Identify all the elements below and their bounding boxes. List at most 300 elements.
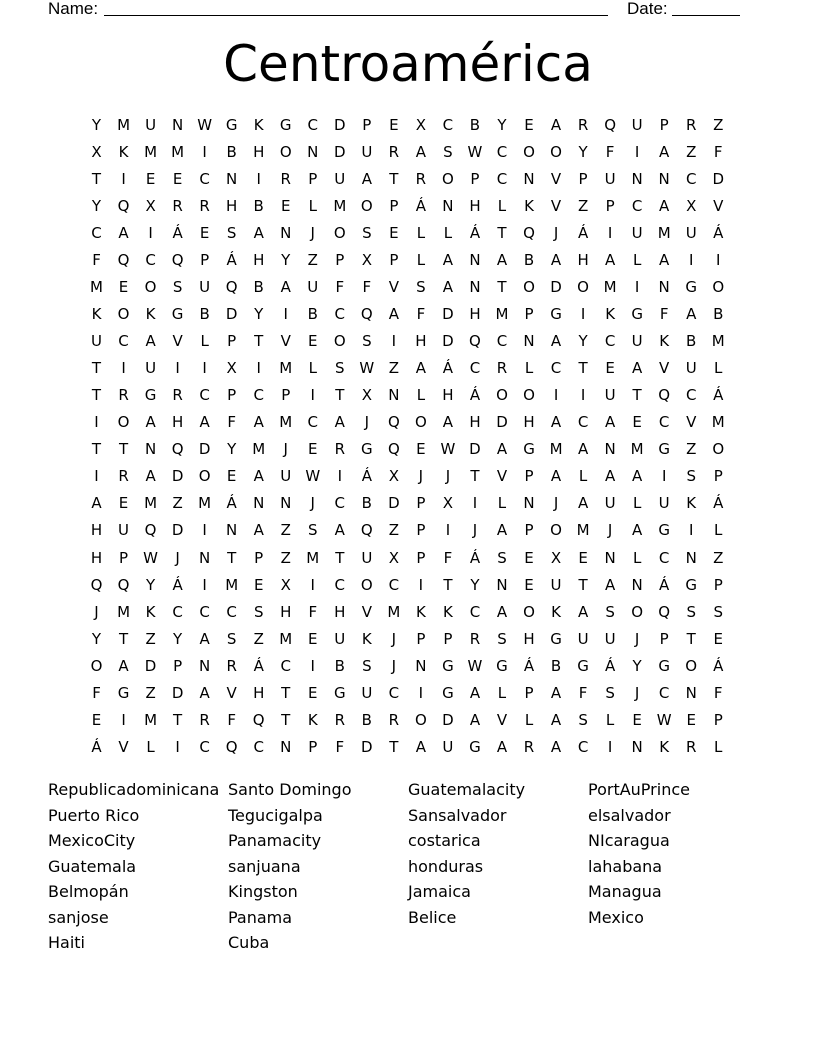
grid-letter[interactable]: A xyxy=(659,197,670,216)
grid-letter[interactable]: A xyxy=(253,521,264,540)
grid-letter[interactable]: J xyxy=(634,629,640,648)
grid-letter[interactable]: F xyxy=(713,683,723,702)
grid-letter[interactable]: H xyxy=(334,602,346,621)
grid-letter[interactable]: B xyxy=(523,251,535,270)
grid-letter[interactable]: T xyxy=(281,683,291,702)
grid-letter[interactable]: S xyxy=(416,278,426,297)
grid-letter[interactable]: E xyxy=(632,710,642,729)
grid-letter[interactable]: N xyxy=(280,737,292,756)
grid-letter[interactable]: P xyxy=(200,251,210,270)
grid-letter[interactable]: H xyxy=(469,197,481,216)
grid-letter[interactable]: A xyxy=(550,413,562,432)
grid-letter[interactable]: X xyxy=(415,116,427,134)
grid-letter[interactable]: R xyxy=(199,197,210,216)
grid-letter[interactable]: D xyxy=(171,521,184,540)
grid-letter[interactable]: U xyxy=(604,494,616,513)
grid-letter[interactable]: R xyxy=(388,143,400,162)
grid-letter[interactable]: N xyxy=(469,278,481,297)
grid-letter[interactable]: G xyxy=(631,305,643,324)
grid-letter[interactable]: N xyxy=(523,332,535,351)
grid-letter[interactable]: Y xyxy=(281,251,291,270)
grid-letter[interactable]: V xyxy=(550,197,562,216)
grid-letter[interactable]: O xyxy=(333,332,346,351)
grid-letter[interactable]: H xyxy=(90,548,103,567)
grid-letter[interactable]: P xyxy=(713,467,723,486)
grid-letter[interactable]: Á xyxy=(469,548,481,567)
grid-letter[interactable]: F xyxy=(443,548,453,567)
grid-letter[interactable]: J xyxy=(310,494,315,513)
grid-letter[interactable]: Q xyxy=(360,305,373,324)
grid-letter[interactable]: X xyxy=(686,197,697,216)
grid-letter[interactable]: W xyxy=(305,467,321,486)
grid-letter[interactable]: F xyxy=(92,683,101,702)
grid-letter[interactable]: U xyxy=(577,629,589,648)
grid-letter[interactable]: Z xyxy=(172,494,183,513)
grid-letter[interactable]: I xyxy=(716,251,721,270)
grid-letter[interactable]: K xyxy=(415,602,426,621)
grid-letter[interactable]: I xyxy=(175,737,180,756)
grid-letter[interactable]: L xyxy=(605,710,615,729)
grid-letter[interactable]: A xyxy=(550,683,562,702)
grid-letter[interactable]: H xyxy=(90,521,103,540)
grid-letter[interactable]: N xyxy=(226,521,238,540)
grid-letter[interactable]: I xyxy=(607,224,613,243)
grid-letter[interactable]: U xyxy=(145,116,157,134)
grid-letter[interactable]: T xyxy=(173,710,183,729)
grid-letter[interactable]: I xyxy=(418,575,424,594)
grid-letter[interactable]: T xyxy=(91,440,102,459)
grid-letter[interactable]: Y xyxy=(227,440,237,459)
grid-letter[interactable]: L xyxy=(497,197,507,216)
grid-letter[interactable]: C xyxy=(388,683,400,702)
grid-letter[interactable]: J xyxy=(310,224,315,243)
grid-letter[interactable]: U xyxy=(604,629,616,648)
grid-letter[interactable]: I xyxy=(121,359,126,378)
grid-letter[interactable]: P xyxy=(713,710,723,729)
grid-letter[interactable]: M xyxy=(387,602,401,621)
grid-letter[interactable]: P xyxy=(362,116,372,134)
grid-letter[interactable]: A xyxy=(604,251,616,270)
grid-letter[interactable]: C xyxy=(469,359,481,378)
grid-letter[interactable]: V xyxy=(686,413,697,432)
grid-letter[interactable]: S xyxy=(362,656,372,675)
grid-letter[interactable]: C xyxy=(469,602,481,621)
grid-letter[interactable]: H xyxy=(523,413,535,432)
grid-letter[interactable]: A xyxy=(577,494,589,513)
grid-letter[interactable]: R xyxy=(334,710,346,729)
grid-letter[interactable]: R xyxy=(685,737,697,756)
grid-letter[interactable]: S xyxy=(172,278,183,297)
grid-letter[interactable]: E xyxy=(524,116,534,134)
grid-letter[interactable]: O xyxy=(360,197,373,216)
grid-letter[interactable]: Á xyxy=(91,737,102,756)
grid-letter[interactable]: O xyxy=(333,224,346,243)
grid-letter[interactable]: O xyxy=(117,413,130,432)
grid-letter[interactable]: V xyxy=(496,467,508,486)
grid-letter[interactable]: Q xyxy=(360,521,373,540)
grid-letter[interactable]: A xyxy=(604,413,616,432)
grid-letter[interactable]: M xyxy=(576,521,590,540)
grid-letter[interactable]: X xyxy=(550,548,562,567)
grid-letter[interactable]: O xyxy=(90,656,103,675)
grid-letter[interactable]: S xyxy=(686,467,696,486)
grid-letter[interactable]: I xyxy=(337,467,343,486)
grid-letter[interactable]: N xyxy=(144,440,157,459)
grid-letter[interactable]: G xyxy=(550,305,562,324)
grid-letter[interactable]: T xyxy=(118,440,129,459)
grid-letter[interactable]: U xyxy=(91,332,102,351)
grid-letter[interactable]: Y xyxy=(91,629,102,648)
grid-letter[interactable]: F xyxy=(713,143,723,162)
grid-letter[interactable]: I xyxy=(418,683,424,702)
grid-letter[interactable]: D xyxy=(334,143,346,162)
grid-letter[interactable]: T xyxy=(118,629,129,648)
grid-letter[interactable]: U xyxy=(334,170,346,189)
grid-letter[interactable]: B xyxy=(361,494,372,513)
grid-letter[interactable]: M xyxy=(144,710,158,729)
grid-letter[interactable]: L xyxy=(497,494,507,513)
grid-letter[interactable]: S xyxy=(443,143,453,162)
grid-letter[interactable]: N xyxy=(658,278,670,297)
grid-letter[interactable]: M xyxy=(279,359,293,378)
grid-letter[interactable]: L xyxy=(416,386,426,405)
grid-letter[interactable]: P xyxy=(389,197,399,216)
grid-letter[interactable]: O xyxy=(712,278,725,297)
grid-letter[interactable]: M xyxy=(144,143,158,162)
grid-letter[interactable]: M xyxy=(225,575,239,594)
grid-letter[interactable]: B xyxy=(253,278,264,297)
grid-letter[interactable]: M xyxy=(144,494,158,513)
grid-letter[interactable]: W xyxy=(656,710,672,729)
grid-letter[interactable]: L xyxy=(632,548,642,567)
grid-letter[interactable]: C xyxy=(199,170,210,189)
grid-letter[interactable]: T xyxy=(335,548,345,567)
grid-letter[interactable]: Z xyxy=(253,629,264,648)
grid-letter[interactable]: M xyxy=(279,413,293,432)
grid-letter[interactable]: L xyxy=(146,737,155,756)
grid-letter[interactable]: P xyxy=(524,305,534,324)
grid-letter[interactable]: R xyxy=(226,656,237,675)
grid-letter[interactable]: A xyxy=(550,116,562,134)
grid-letter[interactable]: J xyxy=(283,440,288,459)
grid-letter[interactable]: Y xyxy=(91,197,102,216)
grid-letter[interactable]: S xyxy=(308,521,318,540)
grid-letter[interactable]: K xyxy=(605,305,616,324)
grid-letter[interactable]: A xyxy=(253,467,264,486)
grid-letter[interactable]: U xyxy=(145,359,157,378)
grid-letter[interactable]: Q xyxy=(117,197,130,216)
grid-letter[interactable]: U xyxy=(631,332,643,351)
grid-letter[interactable]: U xyxy=(604,170,616,189)
grid-letter[interactable]: N xyxy=(631,170,643,189)
grid-letter[interactable]: F xyxy=(659,305,669,324)
grid-letter[interactable]: Á xyxy=(604,656,616,675)
grid-letter[interactable]: A xyxy=(496,737,508,756)
grid-letter[interactable]: Á xyxy=(226,494,237,513)
grid-letter[interactable]: A xyxy=(469,683,481,702)
grid-letter[interactable]: W xyxy=(197,116,213,134)
grid-letter[interactable]: V xyxy=(280,332,291,351)
grid-letter[interactable]: O xyxy=(712,440,725,459)
grid-letter[interactable]: V xyxy=(713,197,724,216)
grid-letter[interactable]: J xyxy=(445,467,451,486)
grid-letter[interactable]: V xyxy=(496,710,508,729)
grid-letter[interactable]: U xyxy=(334,629,346,648)
grid-letter[interactable]: P xyxy=(578,170,588,189)
grid-letter[interactable]: J xyxy=(391,656,397,675)
grid-letter[interactable]: L xyxy=(308,197,317,216)
grid-letter[interactable]: O xyxy=(414,413,427,432)
grid-letter[interactable]: G xyxy=(658,521,670,540)
grid-letter[interactable]: Z xyxy=(713,116,724,134)
grid-letter[interactable]: I xyxy=(472,494,478,513)
grid-letter[interactable]: Á xyxy=(713,656,724,675)
grid-letter[interactable]: N xyxy=(226,170,238,189)
grid-letter[interactable]: K xyxy=(118,143,129,162)
grid-letter[interactable]: A xyxy=(496,602,508,621)
grid-letter[interactable]: E xyxy=(308,332,318,351)
grid-letter[interactable]: C xyxy=(577,413,589,432)
grid-letter[interactable]: N xyxy=(442,197,454,216)
grid-letter[interactable]: H xyxy=(577,251,589,270)
grid-letter[interactable]: A xyxy=(577,602,589,621)
grid-letter[interactable]: A xyxy=(253,413,264,432)
grid-letter[interactable]: L xyxy=(524,359,534,378)
grid-letter[interactable]: C xyxy=(253,386,264,405)
grid-letter[interactable]: I xyxy=(607,737,613,756)
grid-letter[interactable]: P xyxy=(470,170,480,189)
grid-letter[interactable]: O xyxy=(550,521,562,540)
grid-letter[interactable]: L xyxy=(200,332,209,351)
grid-letter[interactable]: N xyxy=(199,548,211,567)
grid-letter[interactable]: E xyxy=(389,116,399,134)
grid-letter[interactable]: R xyxy=(280,170,291,189)
grid-letter[interactable]: C xyxy=(550,359,562,378)
grid-letter[interactable]: B xyxy=(199,305,210,324)
grid-letter[interactable]: R xyxy=(172,197,183,216)
grid-letter[interactable]: E xyxy=(226,467,237,486)
grid-letter[interactable]: Á xyxy=(713,224,724,243)
grid-letter[interactable]: Á xyxy=(226,251,237,270)
grid-letter[interactable]: T xyxy=(281,710,291,729)
grid-letter[interactable]: J xyxy=(94,602,99,621)
grid-letter[interactable]: H xyxy=(415,332,427,351)
grid-letter[interactable]: L xyxy=(497,683,507,702)
grid-letter[interactable]: A xyxy=(604,467,616,486)
grid-letter[interactable]: G xyxy=(550,629,562,648)
grid-letter[interactable]: D xyxy=(442,332,454,351)
grid-letter[interactable]: A xyxy=(442,251,454,270)
grid-letter[interactable]: C xyxy=(118,332,129,351)
grid-letter[interactable]: Y xyxy=(632,656,642,675)
grid-letter[interactable]: R xyxy=(199,710,210,729)
grid-letter[interactable]: L xyxy=(578,467,588,486)
grid-letter[interactable]: U xyxy=(631,224,643,243)
grid-letter[interactable]: E xyxy=(389,224,399,243)
grid-letter[interactable]: S xyxy=(335,359,345,378)
grid-letter[interactable]: Z xyxy=(388,521,399,540)
grid-letter[interactable]: G xyxy=(577,656,589,675)
grid-letter[interactable]: U xyxy=(442,737,454,756)
grid-letter[interactable]: R xyxy=(469,629,481,648)
grid-letter[interactable]: A xyxy=(442,413,454,432)
grid-letter[interactable]: C xyxy=(199,386,210,405)
grid-letter[interactable]: R xyxy=(388,710,400,729)
grid-letter[interactable]: S xyxy=(226,224,237,243)
grid-letter[interactable]: A xyxy=(118,224,129,243)
grid-letter[interactable]: D xyxy=(225,305,238,324)
grid-letter[interactable]: W xyxy=(143,548,158,567)
grid-letter[interactable]: Y xyxy=(145,575,156,594)
grid-letter[interactable]: A xyxy=(577,440,589,459)
grid-letter[interactable]: N xyxy=(604,440,616,459)
grid-letter[interactable]: E xyxy=(632,413,642,432)
grid-letter[interactable]: X xyxy=(226,359,237,378)
grid-letter[interactable]: U xyxy=(118,521,130,540)
grid-letter[interactable]: Q xyxy=(387,440,400,459)
grid-letter[interactable]: Q xyxy=(523,224,535,243)
grid-letter[interactable]: T xyxy=(91,170,102,189)
grid-letter[interactable]: C xyxy=(442,116,454,134)
grid-letter[interactable]: J xyxy=(391,629,397,648)
grid-letter[interactable]: M xyxy=(603,278,617,297)
grid-letter[interactable]: I xyxy=(661,467,667,486)
grid-letter[interactable]: C xyxy=(496,143,508,162)
grid-letter[interactable]: A xyxy=(686,305,697,324)
grid-letter[interactable]: A xyxy=(632,467,643,486)
grid-letter[interactable]: Á xyxy=(523,656,535,675)
grid-letter[interactable]: A xyxy=(496,251,508,270)
grid-letter[interactable]: K xyxy=(145,305,156,324)
grid-letter[interactable]: W xyxy=(359,359,375,378)
grid-letter[interactable]: T xyxy=(91,359,102,378)
grid-letter[interactable]: Q xyxy=(469,332,481,351)
grid-letter[interactable]: P xyxy=(416,548,426,567)
grid-letter[interactable]: P xyxy=(227,386,237,405)
grid-letter[interactable]: C xyxy=(199,602,210,621)
grid-letter[interactable]: Q xyxy=(252,710,265,729)
grid-letter[interactable]: I xyxy=(256,359,261,378)
grid-letter[interactable]: J xyxy=(472,521,478,540)
grid-letter[interactable]: J xyxy=(553,224,559,243)
grid-letter[interactable]: F xyxy=(227,710,236,729)
grid-letter[interactable]: Q xyxy=(387,413,400,432)
grid-letter[interactable]: M xyxy=(306,548,320,567)
grid-letter[interactable]: N xyxy=(307,143,319,162)
grid-letter[interactable]: J xyxy=(553,494,559,513)
grid-letter[interactable]: S xyxy=(362,224,372,243)
grid-letter[interactable]: E xyxy=(172,170,183,189)
grid-letter[interactable]: X xyxy=(442,494,454,513)
grid-letter[interactable]: A xyxy=(550,332,562,351)
grid-letter[interactable]: N xyxy=(171,116,184,134)
grid-letter[interactable]: Z xyxy=(686,440,697,459)
grid-letter[interactable]: A xyxy=(145,332,156,351)
grid-letter[interactable]: M xyxy=(549,440,563,459)
grid-letter[interactable]: D xyxy=(171,683,184,702)
grid-letter[interactable]: E xyxy=(145,170,156,189)
grid-letter[interactable]: C xyxy=(658,548,670,567)
grid-letter[interactable]: A xyxy=(442,278,454,297)
grid-letter[interactable]: L xyxy=(632,251,642,270)
grid-letter[interactable]: S xyxy=(226,629,237,648)
grid-letter[interactable]: S xyxy=(497,548,507,567)
grid-letter[interactable]: X xyxy=(361,251,372,270)
grid-letter[interactable]: A xyxy=(496,440,508,459)
grid-letter[interactable]: D xyxy=(361,737,373,756)
grid-letter[interactable]: A xyxy=(496,521,508,540)
grid-letter[interactable]: A xyxy=(550,710,562,729)
grid-letter[interactable]: Z xyxy=(388,359,399,378)
grid-letter[interactable]: V xyxy=(659,359,670,378)
grid-letter[interactable]: I xyxy=(310,575,315,594)
grid-letter[interactable]: S xyxy=(605,602,615,621)
grid-letter[interactable]: I xyxy=(391,332,397,351)
grid-letter[interactable]: Z xyxy=(145,683,156,702)
date-field-line[interactable] xyxy=(672,0,740,16)
grid-letter[interactable]: F xyxy=(92,251,101,270)
grid-letter[interactable]: U xyxy=(685,224,697,243)
grid-letter[interactable]: C xyxy=(685,170,697,189)
grid-letter[interactable]: R xyxy=(334,440,346,459)
grid-letter[interactable]: N xyxy=(496,575,508,594)
grid-letter[interactable]: H xyxy=(469,305,481,324)
grid-letter[interactable]: C xyxy=(334,575,346,594)
grid-letter[interactable]: A xyxy=(415,737,427,756)
grid-letter[interactable]: L xyxy=(524,710,534,729)
grid-letter[interactable]: M xyxy=(117,602,131,621)
grid-letter[interactable]: J xyxy=(175,548,180,567)
grid-letter[interactable]: I xyxy=(634,143,640,162)
grid-letter[interactable]: N xyxy=(523,170,535,189)
grid-letter[interactable]: A xyxy=(145,467,156,486)
grid-letter[interactable]: I xyxy=(202,359,207,378)
grid-letter[interactable]: K xyxy=(659,332,670,351)
grid-letter[interactable]: N xyxy=(631,737,643,756)
grid-letter[interactable]: I xyxy=(310,386,315,405)
grid-letter[interactable]: A xyxy=(604,575,616,594)
grid-letter[interactable]: C xyxy=(334,305,346,324)
grid-letter[interactable]: N xyxy=(280,494,292,513)
grid-letter[interactable]: Á xyxy=(713,386,724,405)
grid-letter[interactable]: N xyxy=(631,575,643,594)
grid-letter[interactable]: G xyxy=(171,305,184,324)
grid-letter[interactable]: R xyxy=(685,116,697,134)
grid-letter[interactable]: K xyxy=(145,602,156,621)
grid-letter[interactable]: N xyxy=(469,251,481,270)
grid-letter[interactable]: X xyxy=(388,467,399,486)
grid-letter[interactable]: G xyxy=(144,386,157,405)
grid-letter[interactable]: Á xyxy=(469,224,481,243)
grid-letter[interactable]: C xyxy=(496,332,508,351)
grid-letter[interactable]: U xyxy=(685,359,697,378)
grid-letter[interactable]: B xyxy=(307,305,318,324)
grid-letter[interactable]: T xyxy=(443,575,453,594)
grid-letter[interactable]: O xyxy=(523,278,535,297)
grid-letter[interactable]: B xyxy=(713,305,724,324)
grid-letter[interactable]: W xyxy=(467,656,483,675)
grid-letter[interactable]: T xyxy=(254,332,264,351)
grid-letter[interactable]: Z xyxy=(577,197,589,216)
grid-letter[interactable]: F xyxy=(227,413,236,432)
grid-letter[interactable]: Á xyxy=(442,359,454,378)
grid-letter[interactable]: B xyxy=(469,116,481,134)
grid-letter[interactable]: N xyxy=(280,224,292,243)
grid-letter[interactable]: I xyxy=(580,305,586,324)
grid-letter[interactable]: T xyxy=(470,467,480,486)
grid-letter[interactable]: I xyxy=(256,170,261,189)
grid-letter[interactable]: A xyxy=(632,359,643,378)
